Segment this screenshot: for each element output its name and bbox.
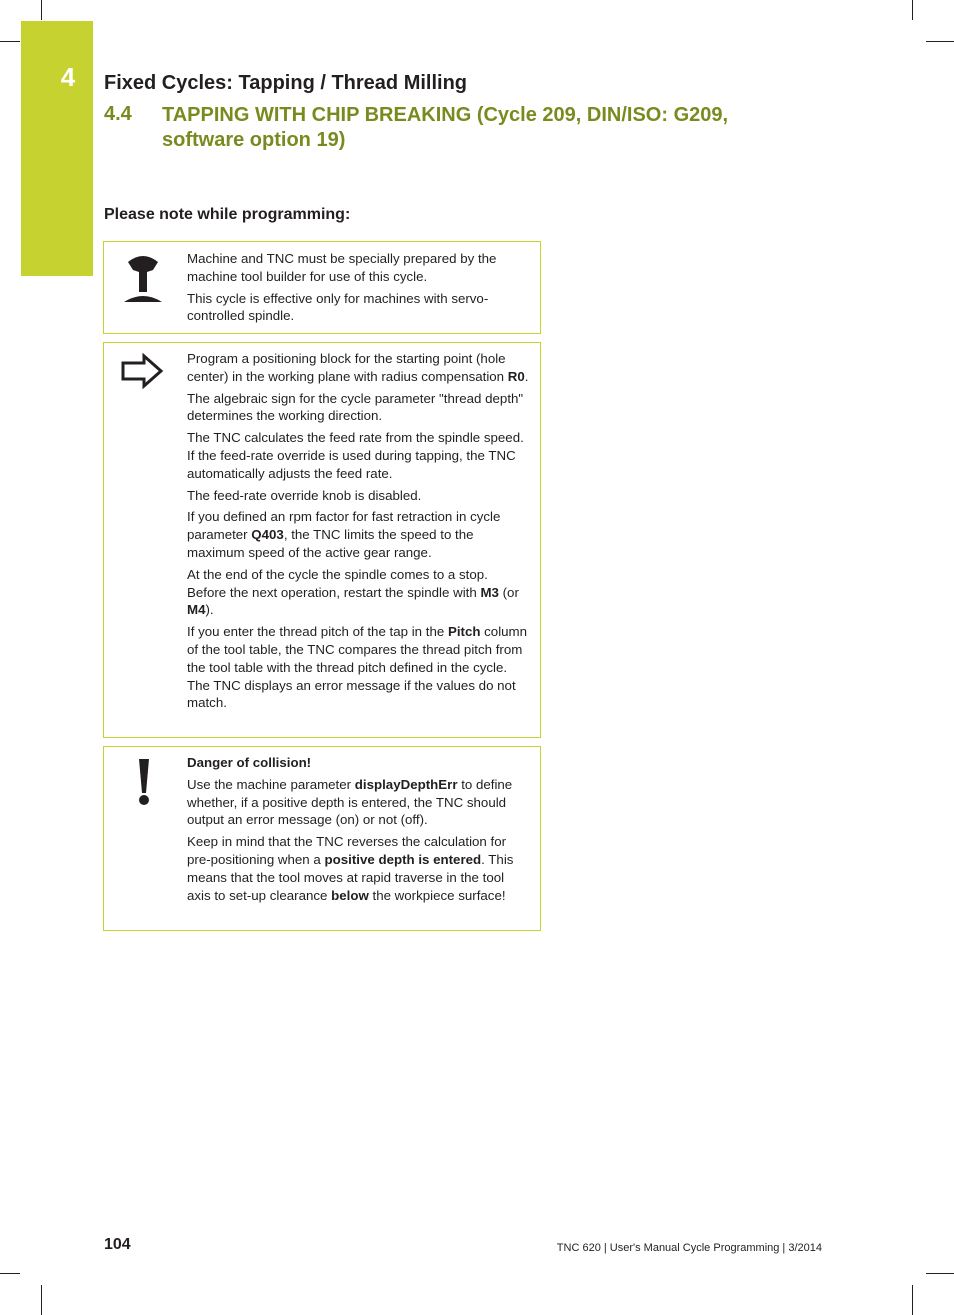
programming-note-text — [187, 350, 530, 716]
machine-note-p2: This cycle is effective only for machines with servo-controlled spindle. — [187, 290, 489, 324]
text-run: (or — [498, 584, 519, 600]
programming-note-p1 — [187, 350, 530, 386]
crop-mark — [912, 1285, 913, 1315]
bold-term: Pitch — [447, 624, 481, 640]
machine-note-p1: Machine and TNC must be specially prepared by the machine tool builder for use of this cycle. — [187, 251, 497, 284]
subheading: Please note while programming: — [104, 206, 351, 223]
crop-mark — [0, 1273, 20, 1274]
section-title: TAPPING WITH CHIP BREAKING (Cycle 209, DIN/ISO: G209, software option 19) — [162, 104, 729, 151]
text-run: the workpiece surface! — [368, 887, 506, 903]
programming-note-p2: The algebraic sign for the cycle parameter "thread depth" determines the working direction. — [187, 390, 524, 424]
bold-term: displayDepthErr — [354, 776, 458, 792]
section-number: 4.4 — [104, 103, 132, 125]
crop-mark — [41, 1285, 42, 1315]
danger-note-p2 — [187, 833, 530, 904]
bold-term: R0 — [507, 368, 525, 384]
crop-mark — [926, 41, 954, 42]
programming-note-p3: The TNC calculates the feed rate from the spindle speed. If the feed-rate override is used during tapping, the TNC automatically adjusts the feed rate. — [187, 430, 524, 481]
text-run: If you enter the thread pitch of the tap in the — [187, 624, 448, 640]
text-run: Keep in mind that the TNC reverses the calculation for pre-positioning when a — [187, 834, 507, 867]
arrow-right-icon — [120, 353, 166, 394]
page-number: 104 — [104, 1236, 131, 1253]
danger-note-title — [187, 754, 530, 772]
danger-note-box — [103, 746, 541, 931]
machine-note-text — [187, 250, 530, 329]
text-run: Program a positioning block for the starting point (hole center) in the working plane with radius compensation — [187, 351, 508, 384]
crop-mark — [0, 41, 20, 42]
text-run: ). — [205, 602, 214, 618]
programming-note-p7 — [187, 623, 530, 712]
text-run: If you defined an rpm factor for fast retraction in cycle parameter — [187, 509, 501, 543]
machine-note-box — [103, 241, 541, 334]
danger-title: Danger of collision! — [187, 755, 312, 770]
danger-note-p1 — [187, 776, 530, 829]
crop-mark — [926, 1273, 954, 1274]
machine-tool-icon — [120, 252, 166, 313]
text-run: , the TNC limits the speed to the maximum speed of the active gear range. — [187, 527, 474, 560]
bold-term: below — [331, 887, 369, 903]
text-run: . This means that the tool moves at rapid traverse in the tool axis to set-up clearance — [187, 851, 514, 903]
chapter-tab — [21, 21, 93, 276]
crop-mark — [41, 0, 42, 20]
chapter-number: 4 — [60, 62, 76, 92]
bold-term: positive depth is entered — [324, 851, 482, 867]
chapter-title: Fixed Cycles: Tapping / Thread Milling — [104, 72, 468, 94]
footer-text: TNC 620 | User's Manual Cycle Programming | 3/2014 — [556, 1242, 822, 1254]
bold-term: M4 — [187, 602, 206, 618]
text-run: At the end of the cycle the spindle comes to a stop. Before the next operation, restart the spindle with — [187, 566, 488, 600]
text-run: to define whether, if a positive depth is entered, the TNC should output an error message (on) or not (off). — [187, 776, 513, 828]
text-run: . — [524, 368, 529, 384]
bold-term: M3 — [480, 584, 499, 600]
bold-term: Q403 — [251, 527, 284, 543]
programming-note-p6 — [187, 566, 530, 619]
text-run: Use the machine parameter — [187, 776, 355, 792]
programming-note-box — [103, 342, 541, 738]
exclamation-icon — [134, 757, 154, 812]
crop-mark — [912, 0, 913, 20]
programming-note-p5 — [187, 508, 530, 561]
programming-note-p4: The feed-rate override knob is disabled. — [187, 487, 422, 503]
text-run: column of the tool table, the TNC compares the thread pitch from the tool table with the thread pitch defined in the cycle. The TNC displays an error message if the values do not match. — [187, 624, 528, 711]
danger-note-text — [187, 754, 530, 908]
